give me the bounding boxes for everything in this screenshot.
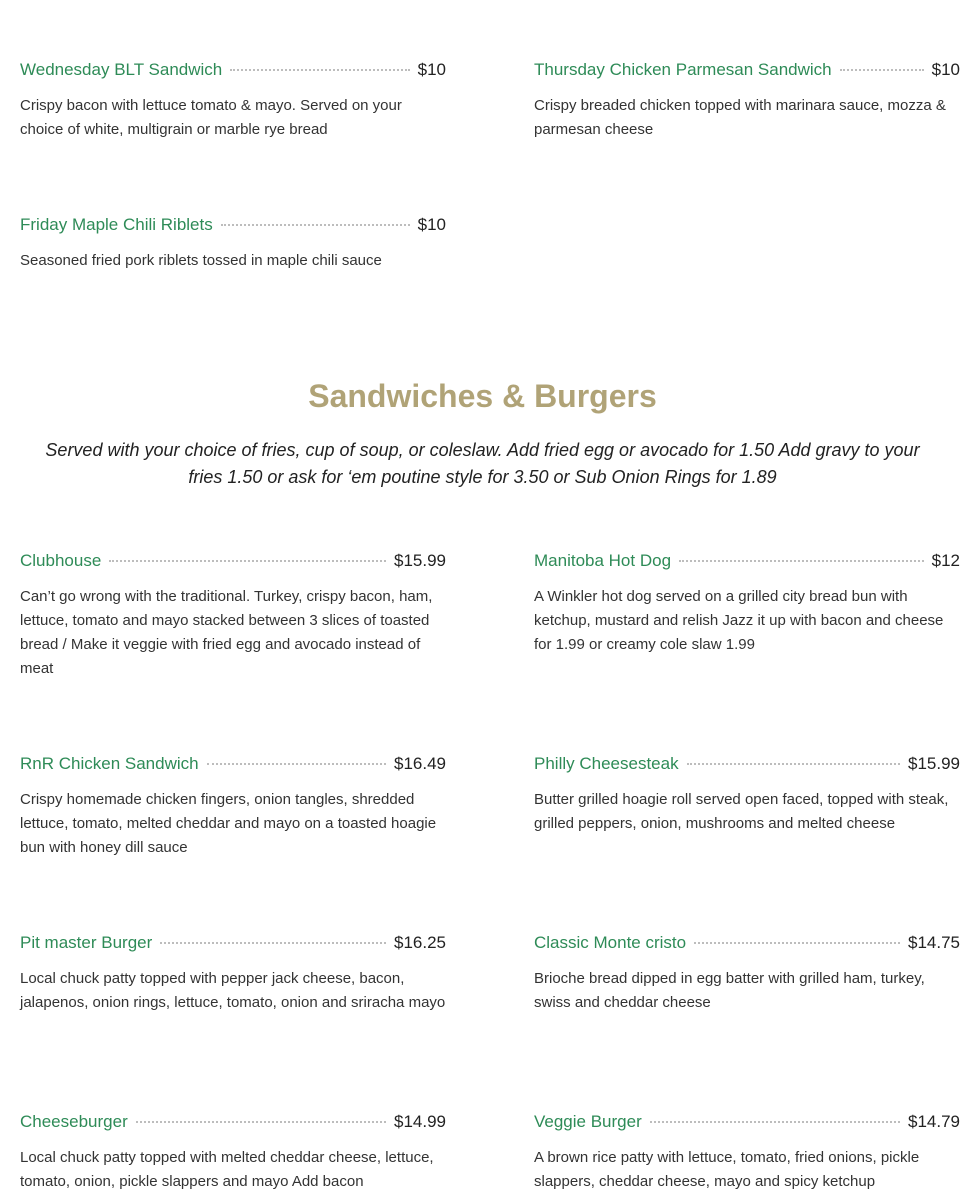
section-title: Sandwiches & Burgers [308, 378, 657, 414]
menu-item-description: Can’t go wrong with the traditional. Turkey, crispy bacon, ham, lettuce, tomato and mayo stacked between 3 slices of toasted bread / Make it veggie with fried egg and avocado instead of meat [20, 588, 433, 677]
menu-item-description: Crispy bacon with lettuce tomato & mayo. Served on your choice of white, multigrain or marble rye bread [20, 97, 402, 138]
menu-item-description: Crispy breaded chicken topped with marinara sauce, mozza & parmesan cheese [534, 97, 946, 138]
menu-item-rnr-chicken-sandwich [20, 752, 446, 860]
menu-item-price: $10 [417, 215, 446, 234]
menu-item-name: Pit master Burger [20, 933, 153, 952]
menu-item-header [20, 752, 446, 776]
dot-leader [687, 763, 900, 765]
menu-item-description: A Winkler hot dog served on a grilled city bread bun with ketchup, mustard and relish Jazz it up with bacon and cheese for 1.99 or creamy cole slaw 1.99 [534, 588, 944, 653]
menu-item-wednesday-blt [20, 58, 446, 142]
dot-leader [160, 942, 386, 944]
menu-item-description: Butter grilled hoagie roll served open faced, topped with steak, grilled peppers, onion, mushrooms and melted cheese [534, 791, 949, 832]
menu-item-friday-riblets [20, 213, 446, 273]
menu-item-price: $10 [931, 60, 960, 79]
menu-item-manitoba-hot-dog [534, 549, 960, 657]
menu-item-header [534, 931, 960, 955]
menu-item-veggie-burger [534, 1110, 960, 1194]
menu-item-price: $14.99 [394, 1112, 446, 1131]
menu-item-price: $15.99 [394, 551, 446, 570]
menu-item-name: Philly Cheesesteak [534, 754, 679, 773]
dot-leader [221, 224, 410, 226]
menu-item-thursday-chicken-parmesan [534, 58, 960, 142]
menu-item-name: Cheeseburger [20, 1112, 128, 1131]
menu-item-name: RnR Chicken Sandwich [20, 754, 199, 773]
menu-item-header [20, 213, 446, 237]
menu-item-cheeseburger [20, 1110, 446, 1194]
dot-leader [230, 69, 409, 71]
dot-leader [694, 942, 900, 944]
menu-item-name: Wednesday BLT Sandwich [20, 60, 223, 79]
menu-item-price: $15.99 [908, 754, 960, 773]
menu-item-description: Seasoned fried pork riblets tossed in maple chili sauce [20, 252, 382, 269]
menu-item-header [534, 549, 960, 573]
dot-leader [207, 763, 386, 765]
menu-item-header [20, 931, 446, 955]
menu-item-name: Friday Maple Chili Riblets [20, 215, 213, 234]
menu-item-price: $16.49 [394, 754, 446, 773]
menu-item-name: Thursday Chicken Parmesan Sandwich [534, 60, 832, 79]
menu-item-price: $12 [931, 551, 960, 570]
menu-item-header [20, 1110, 446, 1134]
menu-item-header [20, 549, 446, 573]
section-subtitle: Served with your choice of fries, cup of soup, or coleslaw. Add fried egg or avocado for 1.50 Add gravy to your fries 1.50 or ask for ‘em poutine style for 3.50 or Sub Onion Rings for 1.89 [45, 440, 920, 487]
menu-item-clubhouse [20, 549, 446, 681]
dot-leader [840, 69, 924, 71]
menu-item-name: Manitoba Hot Dog [534, 551, 672, 570]
dot-leader [109, 560, 386, 562]
menu-item-header [534, 1110, 960, 1134]
menu-item-header [20, 58, 446, 82]
menu-item-name: Classic Monte cristo [534, 933, 687, 952]
dot-leader [650, 1121, 900, 1123]
menu-item-description: Crispy homemade chicken fingers, onion tangles, shredded lettuce, tomato, melted cheddar and mayo on a toasted hoagie bun with honey dill sauce [20, 791, 437, 856]
menu-item-description: Local chuck patty topped with melted cheddar cheese, lettuce, tomato, onion, pickle slappers and mayo Add bacon [20, 1149, 434, 1190]
menu-item-price: $10 [417, 60, 446, 79]
menu-item-pit-master-burger [20, 931, 446, 1015]
menu-item-philly-cheesesteak [534, 752, 960, 836]
dot-leader [136, 1121, 386, 1123]
menu-item-name: Veggie Burger [534, 1112, 642, 1131]
menu-item-price: $14.79 [908, 1112, 960, 1131]
menu-item-price: $16.25 [394, 933, 446, 952]
menu-item-price: $14.75 [908, 933, 960, 952]
menu-item-description: Local chuck patty topped with pepper jack cheese, bacon, jalapenos, onion rings, lettuce, tomato, onion and sriracha mayo [20, 970, 446, 1011]
menu-item-name: Clubhouse [20, 551, 102, 570]
menu-item-header [534, 58, 960, 82]
menu-item-classic-monte-cristo [534, 931, 960, 1015]
dot-leader [679, 560, 924, 562]
menu-item-description: A brown rice patty with lettuce, tomato, fried onions, pickle slappers, cheddar cheese, mayo and spicy ketchup [534, 1149, 920, 1190]
menu-item-description: Brioche bread dipped in egg batter with grilled ham, turkey, swiss and cheddar cheese [534, 970, 925, 1011]
menu-item-header [534, 752, 960, 776]
